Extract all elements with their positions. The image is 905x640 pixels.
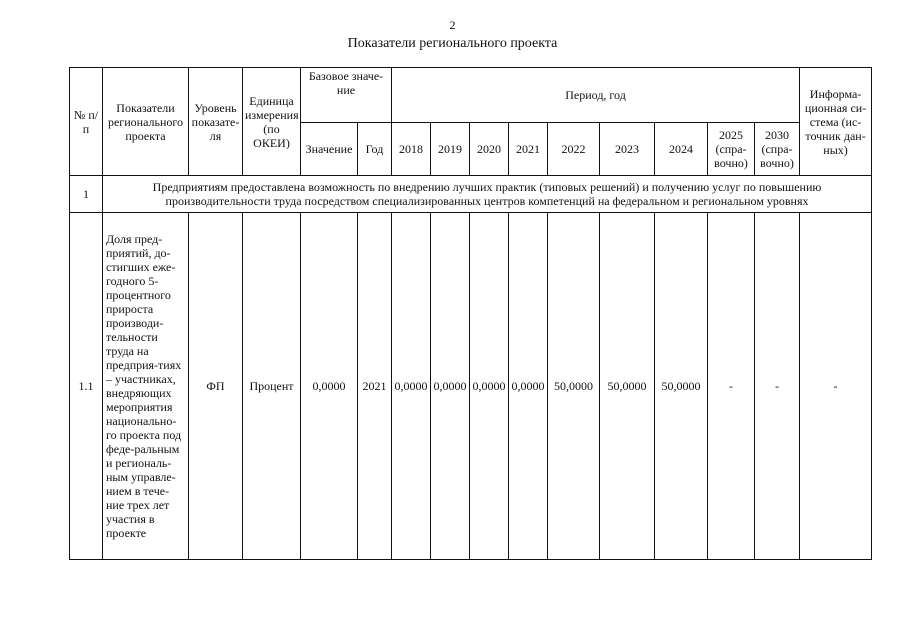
header-2018: 2018	[392, 123, 431, 176]
row-value-2020: 0,0000	[470, 213, 509, 560]
header-2024: 2024	[655, 123, 708, 176]
row-base-year: 2021	[358, 213, 392, 560]
header-value: Значение	[301, 123, 358, 176]
row-indicator-name: Доля пред-приятий, до-стигших еже-годного 5-процентного прироста производи-тельности труда на предприя-тиях – участниках, внедряющих мероприятия национально-го проекта под феде-ральным и региональ-ным управле-нием в тече-ние трех лет участия в проекте	[103, 213, 189, 560]
header-2019: 2019	[431, 123, 470, 176]
header-2021: 2021	[509, 123, 548, 176]
section-text: Предприятиям предоставлена возможность по внедрению лучших практик (типовых решений) и получению услуг по повышению производительности труда посредством специализированных центров компетенций на федеральном и региональном уровнях	[103, 176, 872, 213]
page-number: 2	[449, 18, 456, 32]
header-2020: 2020	[470, 123, 509, 176]
page-title: Показатели регионального проекта	[347, 36, 558, 51]
header-2030: 2030 (спра-вочно)	[755, 123, 800, 176]
row-value-2021: 0,0000	[509, 213, 548, 560]
header-year: Год	[358, 123, 392, 176]
row-value-2025: -	[708, 213, 755, 560]
row-value-2030: -	[755, 213, 800, 560]
section-num: 1	[70, 176, 103, 213]
header-indicators: Показатели регионального проекта	[103, 68, 189, 176]
row-value-2018: 0,0000	[392, 213, 431, 560]
header-unit: Единица измерения (по ОКЕИ)	[243, 68, 301, 176]
header-level: Уровень показате-ля	[189, 68, 243, 176]
row-value-2024: 50,0000	[655, 213, 708, 560]
header-2023: 2023	[600, 123, 655, 176]
row-unit: Процент	[243, 213, 301, 560]
row-value-2019: 0,0000	[431, 213, 470, 560]
row-info-source: -	[800, 213, 872, 560]
row-level: ФП	[189, 213, 243, 560]
row-num: 1.1	[70, 213, 103, 560]
header-period: Период, год	[392, 68, 800, 123]
header-info: Информа-ционная си-стема (ис-точник дан-ных)	[800, 68, 872, 176]
row-base-value: 0,0000	[301, 213, 358, 560]
indicators-table	[69, 67, 872, 560]
header-2022: 2022	[548, 123, 600, 176]
header-num: № п/п	[70, 68, 103, 176]
row-value-2023: 50,0000	[600, 213, 655, 560]
row-value-2022: 50,0000	[548, 213, 600, 560]
header-2025: 2025 (спра-вочно)	[708, 123, 755, 176]
header-base: Базовое значе-ние	[301, 68, 392, 123]
